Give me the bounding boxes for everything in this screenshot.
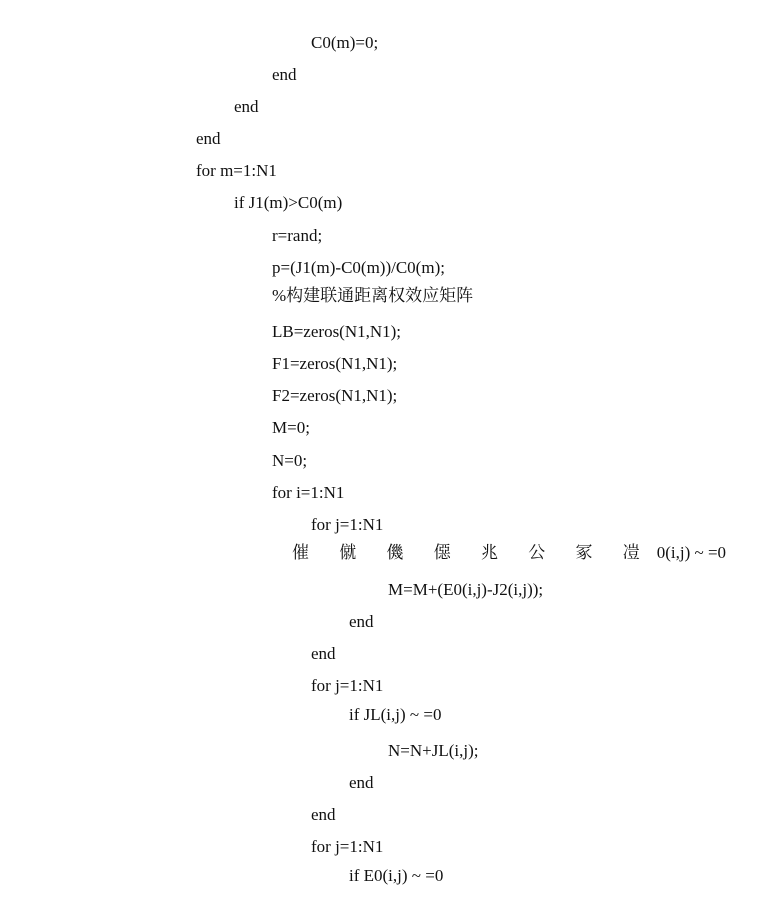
code-line: end	[272, 65, 297, 84]
code-line: end	[311, 805, 336, 824]
code-line: N=N+JL(i,j);	[388, 741, 479, 760]
code-line: M=M+(E0(i,j)-J2(i,j));	[388, 580, 544, 599]
code-line: end	[311, 644, 336, 663]
garbled-code-line	[292, 543, 726, 563]
code-line: for i=1:N1	[272, 483, 345, 502]
code-line: for j=1:N1	[311, 837, 384, 856]
code-line: end	[196, 129, 221, 148]
code-line: for m=1:N1	[196, 161, 277, 180]
garbled-text: 催 僦 僟 僫 兆 公 冢 凒	[292, 543, 653, 562]
code-line: end	[349, 773, 374, 792]
code-line: r=rand;	[272, 226, 323, 245]
code-line: if JL(i,j) ~ =0	[349, 705, 442, 724]
code-line: for j=1:N1	[311, 676, 384, 695]
code-line: F1=zeros(N1,N1);	[272, 354, 398, 373]
garbled-tail: 0(i,j) ~ =0	[656, 543, 727, 562]
code-line: C0(m)=0;	[311, 33, 379, 52]
code-line: for j=1:N1	[311, 515, 384, 534]
code-line: if J1(m)>C0(m)	[234, 193, 343, 212]
code-line: M=0;	[272, 418, 310, 437]
code-line: F2=zeros(N1,N1);	[272, 386, 398, 405]
code-comment-line: %构建联通距离权效应矩阵	[272, 286, 474, 305]
code-line: end	[234, 97, 259, 116]
code-line: end	[349, 612, 374, 631]
code-line: p=(J1(m)-C0(m))/C0(m);	[272, 258, 445, 277]
code-line: if E0(i,j) ~ =0	[349, 866, 444, 885]
code-line: LB=zeros(N1,N1);	[272, 322, 402, 341]
code-line: N=0;	[272, 451, 308, 470]
